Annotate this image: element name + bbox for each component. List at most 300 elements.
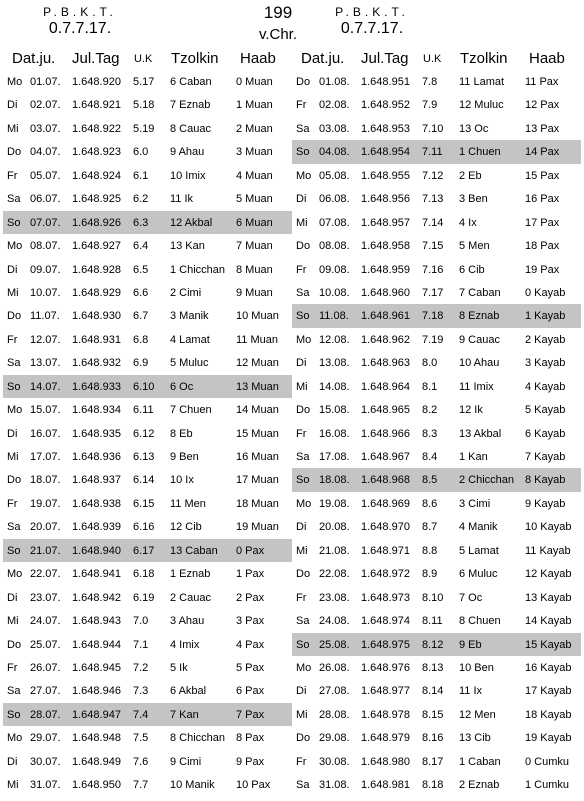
haab-cell: 8 Kayab [525,474,566,487]
weekday-cell: Do [7,146,22,159]
column-header-uk: U.K [134,53,153,65]
julian-day-cell: 1.648.956 [361,193,410,206]
haab-cell: 9 Muan [236,286,273,299]
julian-day-cell: 1.648.971 [361,544,410,557]
julian-day-cell: 1.648.964 [361,380,410,393]
julian-day-cell: 1.648.950 [72,779,121,792]
haab-cell: 1 Muan [236,99,273,112]
tzolkin-cell: 3 Ben [459,193,488,206]
tzolkin-cell: 10 Ben [459,661,494,674]
uk-cell: 6.13 [133,451,155,463]
tzolkin-cell: 5 Men [459,240,490,253]
uk-cell: 5.18 [133,99,155,112]
haab-cell: 6 Pax [236,685,265,698]
julian-day-cell: 1.648.936 [72,451,121,463]
table-row [3,140,292,163]
date-cell: 09.07. [30,263,61,276]
weekday-cell: Di [296,521,307,534]
date-cell: 02.08. [319,99,350,112]
uk-cell: 6.18 [133,568,155,581]
haab-cell: 4 Pax [236,638,265,651]
haab-cell: 11 Muan [236,333,278,346]
tzolkin-cell: 1 Kan [459,451,488,463]
uk-cell: 5.19 [133,122,155,135]
uk-cell: 6.3 [133,216,149,229]
tzolkin-cell: 4 Manik [459,521,498,534]
uk-cell: 7.14 [422,216,444,229]
date-cell: 19.07. [30,497,61,510]
julian-day-cell: 1.648.944 [72,638,121,651]
weekday-cell: Mi [296,380,308,393]
august-rows [292,70,581,797]
tzolkin-cell: 12 Cib [170,521,202,534]
date-cell: 14.07. [30,380,61,393]
table-row [292,187,581,210]
date-cell: 04.08. [319,146,350,159]
weekday-cell: Di [296,193,307,206]
haab-cell: 14 Kayab [525,615,572,628]
haab-cell: 13 Kayab [525,591,572,604]
weekday-cell: Mo [296,497,312,510]
tzolkin-cell: 8 Eznab [459,310,500,323]
date-cell: 30.07. [30,755,61,768]
uk-cell: 7.11 [422,146,443,159]
tzolkin-cell: 11 Lamat [459,76,505,88]
haab-cell: 16 Kayab [525,661,572,674]
weekday-cell: Fr [296,427,307,440]
haab-cell: 2 Kayab [525,333,566,346]
table-row [292,703,581,726]
haab-cell: 14 Muan [236,404,279,417]
weekday-cell: So [296,146,310,159]
date-cell: 10.07. [30,286,61,299]
table-row [292,445,581,468]
weekday-cell: Mo [296,661,312,674]
julian-day-cell: 1.648.979 [361,732,410,745]
tzolkin-cell: 12 Ik [459,404,483,417]
table-row [3,281,292,304]
uk-cell: 8.6 [422,497,438,510]
haab-cell: 17 Pax [525,216,560,229]
weekday-cell: Mo [7,404,23,417]
haab-cell: 15 Pax [525,169,560,182]
date-cell: 05.08. [319,169,350,182]
tzolkin-cell: 11 Ix [459,685,483,698]
uk-cell: 6.19 [133,591,155,604]
date-cell: 03.08. [319,122,350,135]
haab-cell: 16 Pax [525,193,560,206]
haab-cell: 2 Muan [236,122,273,135]
haab-cell: 18 Pax [525,240,560,253]
haab-cell: 16 Muan [236,451,279,463]
column-header-tzolkin: Tzolkin [460,50,508,67]
table-row [3,492,292,515]
tzolkin-cell: 3 Ahau [170,615,205,628]
julian-day-cell: 1.648.929 [72,286,121,299]
haab-cell: 7 Muan [236,240,273,253]
haab-cell: 10 Pax [236,779,271,792]
haab-cell: 10 Kayab [525,521,572,534]
weekday-cell: Sa [7,193,21,206]
uk-cell: 6.10 [133,380,155,393]
table-row [292,70,581,93]
haab-cell: 13 Muan [236,380,279,393]
date-cell: 23.08. [319,591,350,604]
weekday-cell: Do [296,732,311,745]
tzolkin-cell: 8 Chuen [459,615,501,628]
uk-cell: 7.12 [422,169,444,182]
weekday-cell: Sa [296,451,310,463]
haab-cell: 10 Muan [236,310,279,323]
haab-cell: 7 Pax [236,708,265,721]
table-row [292,562,581,585]
date-cell: 25.08. [319,638,350,651]
haab-cell: 12 Kayab [525,568,572,581]
weekday-cell: Do [296,76,311,88]
julian-day-cell: 1.648.973 [361,591,410,604]
julian-day-cell: 1.648.959 [361,263,410,276]
tzolkin-cell: 11 Imix [459,380,494,393]
uk-cell: 6.11 [133,404,154,417]
julian-day-cell: 1.648.930 [72,310,121,323]
table-row [292,656,581,679]
haab-cell: 17 Kayab [525,685,572,698]
julian-day-cell: 1.648.921 [72,99,121,112]
uk-cell: 8.2 [422,404,438,417]
date-cell: 13.08. [319,357,350,370]
table-row [3,351,292,374]
date-cell: 31.07. [30,779,61,792]
table-row [3,515,292,538]
julian-day-cell: 1.648.942 [72,591,121,604]
uk-cell: 7.7 [133,779,149,792]
uk-cell: 7.9 [422,99,438,112]
uk-cell: 6.7 [133,310,149,323]
date-cell: 27.08. [319,685,350,698]
julian-day-cell: 1.648.963 [361,357,410,370]
weekday-cell: Fr [296,591,307,604]
tzolkin-cell: 7 Caban [459,286,501,299]
haab-cell: 4 Kayab [525,380,566,393]
haab-cell: 1 Cumku [525,779,570,792]
weekday-cell: Mi [7,779,19,792]
table-row [292,726,581,749]
column-header-haab: Haab [529,50,565,67]
left-period-label: P.B.K.T. [43,5,117,19]
haab-cell: 13 Pax [525,122,560,135]
tzolkin-cell: 4 Ix [459,216,477,229]
date-cell: 03.07. [30,122,61,135]
date-cell: 30.08. [319,755,350,768]
tzolkin-cell: 13 Akbal [459,427,502,440]
date-cell: 21.08. [319,544,350,557]
tzolkin-cell: 9 Cauac [459,333,500,346]
table-row [3,398,292,421]
weekday-cell: Sa [7,521,21,534]
date-cell: 13.07. [30,357,61,370]
tzolkin-cell: 6 Muluc [459,568,498,581]
column-header-uk: U.K [423,53,442,65]
date-cell: 10.08. [319,286,350,299]
julian-day-cell: 1.648.923 [72,146,121,159]
uk-cell: 7.2 [133,661,149,674]
weekday-cell: Mo [296,169,312,182]
date-cell: 01.08. [319,76,350,88]
julian-day-cell: 1.648.975 [361,638,410,651]
tzolkin-cell: 7 Oc [459,591,483,604]
date-cell: 25.07. [30,638,61,651]
date-cell: 31.08. [319,779,350,792]
tzolkin-cell: 8 Cauac [170,122,211,135]
table-row [292,750,581,773]
uk-cell: 8.4 [422,451,438,463]
haab-cell: 9 Pax [236,755,265,768]
uk-cell: 7.17 [422,286,444,299]
tzolkin-cell: 2 Cimi [170,286,202,299]
table-row [292,609,581,632]
weekday-cell: Mo [7,732,23,745]
table-row [3,258,292,281]
tzolkin-cell: 3 Cimi [459,497,491,510]
table-row [292,93,581,116]
tzolkin-cell: 9 Ben [170,451,199,463]
table-row [292,234,581,257]
tzolkin-cell: 5 Ik [170,661,188,674]
julian-day-cell: 1.648.933 [72,380,121,393]
uk-cell: 6.12 [133,427,155,440]
table-row [3,562,292,585]
table-row [3,703,292,726]
uk-cell: 6.2 [133,193,149,206]
uk-cell: 7.0 [133,615,149,628]
weekday-cell: Do [296,404,311,417]
weekday-cell: So [7,380,21,393]
haab-cell: 15 Kayab [525,638,572,651]
uk-cell: 7.8 [422,76,438,88]
julian-day-cell: 1.648.946 [72,685,121,698]
haab-cell: 5 Muan [236,193,273,206]
table-row [3,445,292,468]
tzolkin-cell: 4 Imix [170,638,200,651]
uk-cell: 7.18 [422,310,444,323]
date-cell: 18.08. [319,474,350,487]
uk-cell: 6.16 [133,521,155,534]
table-row [292,679,581,702]
date-cell: 06.08. [319,193,350,206]
julian-day-cell: 1.648.965 [361,404,410,417]
table-row [3,164,292,187]
date-cell: 28.08. [319,708,350,721]
weekday-cell: Fr [7,169,18,182]
uk-cell: 6.6 [133,286,149,299]
haab-cell: 12 Muan [236,357,279,370]
table-row [292,375,581,398]
julian-day-cell: 1.648.922 [72,122,121,135]
haab-cell: 8 Muan [236,263,273,276]
july-table [3,48,292,797]
date-cell: 02.07. [30,99,61,112]
weekday-cell: Mi [7,451,19,463]
table-row [292,468,581,491]
date-cell: 15.07. [30,404,61,417]
weekday-cell: So [7,708,21,721]
date-cell: 19.08. [319,497,350,510]
haab-cell: 9 Kayab [525,497,566,510]
table-row [3,750,292,773]
weekday-cell: Fr [7,661,18,674]
uk-cell: 8.7 [422,521,438,534]
uk-cell: 8.14 [422,685,444,698]
column-header-jul: Jul.Tag [72,50,120,67]
table-row [292,422,581,445]
weekday-cell: Mi [7,286,19,299]
haab-cell: 12 Pax [525,99,560,112]
table-row [292,164,581,187]
weekday-cell: Mi [7,615,19,628]
weekday-cell: Mi [296,708,308,721]
uk-cell: 8.16 [422,732,444,745]
header-right [322,6,422,37]
haab-cell: 14 Pax [525,146,560,159]
table-row [3,211,292,234]
julian-day-cell: 1.648.951 [361,76,410,88]
date-cell: 29.07. [30,732,61,745]
haab-cell: 19 Pax [525,263,560,276]
julian-day-cell: 1.648.932 [72,357,121,370]
right-long-count: 0.7.7.17. [340,20,404,37]
uk-cell: 8.13 [422,661,444,674]
tzolkin-cell: 7 Eznab [170,99,211,112]
date-cell: 07.08. [319,216,350,229]
table-row [3,187,292,210]
date-cell: 14.08. [319,380,350,393]
date-cell: 04.07. [30,146,61,159]
table-row [3,375,292,398]
tzolkin-cell: 2 Eb [459,169,482,182]
weekday-cell: Do [7,638,22,651]
uk-cell: 6.4 [133,240,149,253]
weekday-cell: Di [7,427,18,440]
header-center [232,4,324,42]
haab-cell: 18 Kayab [525,708,572,721]
column-header-date: Dat.ju. [12,50,56,67]
date-cell: 07.07. [30,216,61,229]
julian-day-cell: 1.648.927 [72,240,121,253]
date-cell: 22.07. [30,568,61,581]
weekday-cell: Fr [296,755,307,768]
table-row [292,211,581,234]
table-row [3,304,292,327]
tzolkin-cell: 10 Ahau [459,357,500,370]
julian-day-cell: 1.648.947 [72,708,121,721]
weekday-cell: Sa [296,122,310,135]
tzolkin-cell: 12 Akbal [170,216,213,229]
date-cell: 11.08. [319,310,349,323]
weekday-cell: Do [7,474,22,487]
date-cell: 20.08. [319,521,350,534]
weekday-cell: Di [296,357,307,370]
date-cell: 06.07. [30,193,61,206]
uk-cell: 6.15 [133,497,155,510]
tzolkin-cell: 13 Caban [170,544,218,557]
uk-cell: 8.15 [422,708,444,721]
weekday-cell: Mi [296,216,308,229]
table-row [292,633,581,656]
uk-cell: 6.14 [133,474,155,487]
year-era: v.Chr. [258,26,298,43]
tzolkin-cell: 7 Chuen [170,404,212,417]
uk-cell: 8.5 [422,474,438,487]
weekday-cell: Mi [296,544,308,557]
tzolkin-cell: 1 Chicchan [170,263,226,276]
tzolkin-cell: 4 Lamat [170,333,210,346]
column-header-tzolkin: Tzolkin [171,50,219,67]
uk-cell: 7.1 [133,638,149,651]
haab-cell: 2 Pax [236,591,265,604]
julian-day-cell: 1.648.941 [72,568,121,581]
date-cell: 26.08. [319,661,350,674]
table-row [3,117,292,140]
tzolkin-cell: 10 Manik [170,779,215,792]
table-row [292,117,581,140]
date-cell: 16.08. [319,427,350,440]
date-cell: 26.07. [30,661,61,674]
tzolkin-cell: 9 Eb [459,638,482,651]
uk-cell: 6.0 [133,146,149,159]
haab-cell: 15 Muan [236,427,279,440]
haab-cell: 3 Muan [236,146,273,159]
right-period-label: P.B.K.T. [335,5,409,19]
table-row [292,398,581,421]
tzolkin-cell: 3 Manik [170,310,209,323]
julian-day-cell: 1.648.939 [72,521,121,534]
julian-day-cell: 1.648.958 [361,240,410,253]
tzolkin-cell: 12 Muluc [459,99,504,112]
weekday-cell: So [296,474,310,487]
tzolkin-cell: 13 Cib [459,732,491,745]
tzolkin-cell: 2 Eznab [459,779,500,792]
tzolkin-cell: 10 Imix [170,169,206,182]
table-row [3,468,292,491]
julian-day-cell: 1.648.937 [72,474,121,487]
column-header-haab: Haab [240,50,276,67]
tzolkin-cell: 9 Ahau [170,146,205,159]
uk-cell: 8.17 [422,755,444,768]
date-cell: 20.07. [30,521,61,534]
weekday-cell: Di [7,591,18,604]
table-row [292,140,581,163]
haab-cell: 5 Pax [236,661,265,674]
weekday-cell: So [7,544,21,557]
table-row [3,726,292,749]
weekday-cell: Fr [7,497,18,510]
tzolkin-cell: 6 Akbal [170,685,207,698]
tzolkin-cell: 6 Cib [459,263,485,276]
tzolkin-cell: 1 Eznab [170,568,211,581]
weekday-cell: Do [296,568,311,581]
date-cell: 05.07. [30,169,61,182]
uk-cell: 7.10 [422,122,444,135]
julian-day-cell: 1.648.967 [361,451,410,463]
tzolkin-cell: 13 Oc [459,122,489,135]
weekday-cell: Di [296,685,307,698]
uk-cell: 8.8 [422,544,438,557]
date-cell: 21.07. [30,544,61,557]
date-cell: 23.07. [30,591,61,604]
table-row [292,539,581,562]
uk-cell: 8.9 [422,568,438,581]
weekday-cell: Fr [296,263,307,276]
